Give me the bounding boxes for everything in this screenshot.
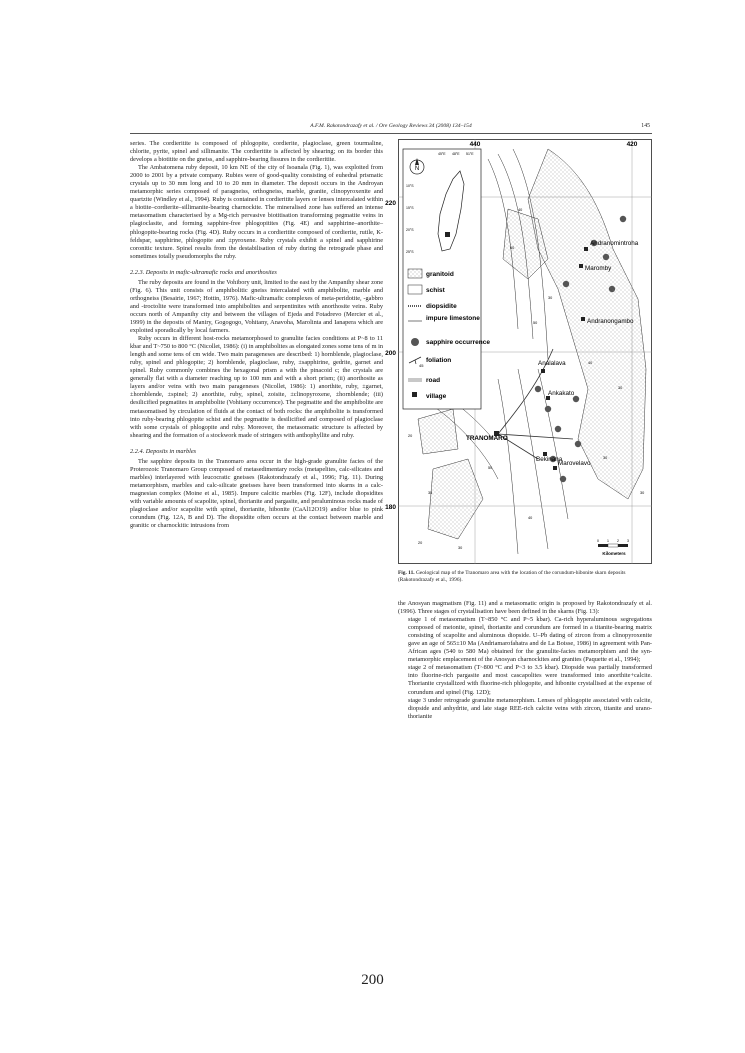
study-area-marker bbox=[445, 232, 450, 237]
figure-caption bbox=[398, 570, 652, 583]
legend-box bbox=[403, 149, 481, 409]
place-label: Bekinana bbox=[536, 456, 563, 463]
header-page-number: 145 bbox=[641, 123, 650, 129]
legend-label: village bbox=[426, 393, 447, 400]
lon-label: 48°E bbox=[452, 152, 460, 156]
place-label: Andranomintroha bbox=[590, 240, 639, 247]
coord-label: 440 bbox=[469, 141, 481, 148]
svg-text:30: 30 bbox=[458, 546, 463, 550]
geological-map bbox=[385, 139, 652, 564]
svg-text:50: 50 bbox=[533, 321, 538, 325]
paragraph: The sapphire deposits in the Tranomaro area occur in the high-grade granulite facies of the Proterozoic Tranomaro Group composed of metasedimentary rocks (metapelites, calc-silicates and marbles) interlayered with leucocratic gneisses (Rakotondrazafy et al., 1996; Fig. 11). During metamorphism, marbles and calc-silicate gneisses have been transformed into skarns in a calc-magnesian complex (Moine et al., 1985). Impure calcitic marbles (Fig. 12F), include diopsidites with variable amounts of scapolite, spinel, thorianite and pargasite, and peraluminous rocks made of plagioclase and/or scapolite with spinel, thorianite, hibonite (CaAl12O19) and/or blue to pink corundum (Fig. 12A, B and D). The diopsidite often occurs at the contact between marble and granitic or charnockitic intrusions from bbox=[130, 457, 383, 530]
place-label: TRANOMARO bbox=[466, 435, 508, 442]
granitoid-swatch bbox=[408, 269, 422, 278]
svg-text:30: 30 bbox=[603, 456, 608, 460]
paragraph: stage 1 of metasomatism (T~850 °C and P~5 kbar). Ca-rich hyperaluminous segregations composed of meionite, spinel, thorianite and corundum are formed in a titanite-bearing matrix consisting of scapolite and aluminous diopside. U–Pb dating of zircon from a clinopyroxenite gave an age of 565±10 Ma (Andriamarofahatra and de La Boisse, 1986) in agreement with Pan-African ages (540 to 580 Ma) obtained for the granulite-facies metamorphism and the syn-metamorphic emplacement of the Anosyan charnockites and granites (Paquette et al., 1994); bbox=[408, 616, 652, 664]
legend-label: schist bbox=[426, 287, 445, 294]
svg-text:40: 40 bbox=[528, 516, 533, 520]
legend-label: impure limestone bbox=[426, 315, 480, 322]
paragraph: series. The cordieritite is composed of phlogopite, cordierite, plagioclase, green tourmaline, chlorite, pyrite, spinel and sillimanite. The cordieritite is affected by shearing; on its border this develops a biotitite on the gneiss, and sapphire-bearing fissures in the cordieritite. bbox=[130, 140, 383, 164]
svg-text:30: 30 bbox=[618, 386, 623, 390]
svg-text:60: 60 bbox=[510, 246, 515, 250]
header-rule bbox=[130, 133, 652, 134]
svg-text:0: 0 bbox=[597, 539, 599, 543]
place-label: Maromby bbox=[585, 265, 612, 272]
lat-label: 10°S bbox=[406, 184, 414, 188]
coord-label: 220 bbox=[385, 200, 396, 207]
coord-label: 420 bbox=[626, 141, 638, 148]
paragraph: Ruby occurs in different host-rocks metamorphosed to granulite facies conditions at P~8 to 11 kbar and T~750 to 800 °C (Nicollet, 1986): (i) in amphibolites as elongated zones some tens of m in length and some tens of cm wide. Two main parageneses are described: 1) hornblende, plagioclase, ruby, spinel and phlogopite; 2) hornblende, plagioclase, ruby, ±sapphirine, gedrite, garnet and spinel. Ruby commonly combines the hexagonal prism a with the pinacoid c; the crystals are generally flat with a diameter reaching up to 100 mm and with a short prism; (ii) anorthosite as layers and/or veins with two main parageneses (Nicollet, 1986): 1) anorthite, ruby, ±garnet, ±hornblende, ±spinel; 2) anorthite, ruby, spinel, zoisite, ±clinopyroxene, ±hornblende; (iii) desilicified pegmatites in amphibolite (Vohitany occurrence). The pegmatite and the amphibolite are metasomatised by circulation of fluids at the contact of both rocks: the amphibolite is transformed into ruby-bearing phlogopite schist and the pegmatite is desilicified and composed of plagioclase with some crystals of phlogopite and ruby. Moreover, the metasomatic structure is affected by shearing and the formation of a stockwork made of stringers with anthophyllite and ruby. bbox=[130, 335, 383, 439]
scan-folio-number: 200 bbox=[361, 972, 384, 988]
paragraph: the Anosyan magmatism (Fig. 11) and a metasomatic origin is proposed by Rakotondrazafy et al. (1996). Three stages of crystallisation have been defined in the skarns (Fig. 13): bbox=[398, 600, 652, 616]
place-label: Analalava bbox=[538, 360, 566, 367]
left-column bbox=[130, 140, 383, 530]
section-heading: 2.2.3. Deposits in mafic-ultramafic rocks and anorthosites bbox=[130, 268, 277, 276]
caption-text: Geological map of the Tranomaro area with the location of the corundum-hibonite skarn deposits (Rakotondrazafy et al., 1996). bbox=[398, 570, 626, 583]
running-header bbox=[130, 123, 652, 129]
legend-label: sapphire occurrence bbox=[426, 339, 490, 346]
sapphire-symbol bbox=[411, 338, 419, 346]
coord-label: 180 bbox=[385, 504, 396, 511]
svg-text:40: 40 bbox=[518, 208, 523, 212]
svg-text:3: 3 bbox=[627, 539, 629, 543]
legend-label: granitoid bbox=[426, 271, 454, 278]
geological-map-figure bbox=[385, 139, 652, 564]
lon-label: 51°E bbox=[466, 152, 474, 156]
svg-text:30: 30 bbox=[640, 491, 645, 495]
running-title: A.F.M. Rakotondrazafy et al. / Ore Geology Reviews 34 (2008) 134–154 bbox=[310, 123, 472, 129]
foliation-dip: 45 bbox=[419, 363, 424, 368]
paragraph: stage 3 under retrograde granulite metamorphism. Lenses of phlogopite associated with calcite, diopside and anhydrite, and late stage REE-rich calcite veins with zircon, titanite and urano-thorianite bbox=[408, 696, 652, 720]
paragraph: The ruby deposits are found in the Vohibory unit, limited to the east by the Ampanihy shear zone (Fig. 6). This unit consists of amphibolitic gneiss intercalated with amphibolite, marble and orthogneiss (Besairie, 1967; Hottin, 1976). Mafic-ultramafic complexes of meta-peridotite, -gabbro and -troctolite were transformed into amphibolites and serpentinites with anorthosite veins. Ruby occurs north of Ampanihy city and between the villages of Ejeda and Fotadrevo (Mercier et al., 1999) in the deposits of Maniry, Gogogogo, Vohitany, Anavoha, Marolinta and Ianapera which are exploited sporadically by local farmers. bbox=[130, 278, 383, 335]
svg-text:35: 35 bbox=[428, 491, 433, 495]
place-label: Andranongambo bbox=[587, 318, 634, 325]
schist-swatch bbox=[408, 285, 422, 294]
section-heading: 2.2.4. Deposits in marbles bbox=[130, 447, 197, 455]
lat-label: 25°S bbox=[406, 250, 414, 254]
svg-text:2: 2 bbox=[617, 539, 619, 543]
svg-text:50: 50 bbox=[488, 466, 493, 470]
legend-label: road bbox=[426, 377, 441, 384]
north-label: N bbox=[414, 166, 420, 172]
paragraph: stage 2 of metasomatism (T~800 °C and P~3 to 3.5 kbar). Diopside was partially transformed into fluorine-rich pargasite and most cascapolites were transformed into anorthite+calcite. Thorianite crystallized with fluorine-rich phlogopite, and hibonite crystallised at the expense of corundum and spinel (Fig. 12D); bbox=[408, 664, 652, 696]
scale-unit: Kilometers bbox=[602, 551, 626, 556]
svg-text:1: 1 bbox=[607, 539, 609, 543]
legend-label: diopsidite bbox=[426, 303, 457, 310]
coord-label: 200 bbox=[385, 350, 396, 357]
place-label: Marovelavo bbox=[558, 460, 591, 467]
lat-label: 20°S bbox=[406, 228, 414, 232]
lat-label: 15°S bbox=[406, 206, 414, 210]
village-symbol bbox=[412, 392, 417, 397]
place-label: Ankakato bbox=[548, 390, 575, 397]
legend-label: foliation bbox=[426, 357, 452, 364]
right-column bbox=[398, 600, 652, 721]
svg-text:20: 20 bbox=[418, 541, 423, 545]
svg-text:40: 40 bbox=[588, 361, 593, 365]
paragraph: The Ambatomena ruby deposit, 10 km NE of the city of Isoanala (Fig. 1), was exploited from 2000 to 2001 by a private company. Rubies were of good-quality consisting of euhedral prismatic crystals up to 30 mm long and 10 to 20 mm in diameter. The deposit occurs in the Androyan metamorphic series composed of paragneiss, orthogneiss, marble, granite, clinopyroxenite and quartzite (Windley et al., 1994). Ruby is contained in cordieritite layers or lenses intercalated within a biotite–cordierite–sillimanite-bearing charnockite. The mineralised zone has suffered an intense metasomatism characterised by a Mg-rich pervasive biotitisation transforming pegmatite veins in plagioclasite, and forming sapphire-free phlogopitites (Fig. 4E) and sapphirine–anorthite–phlogopite-bearing rocks (Fig. 4D). Ruby occurs in a cordieritite composed of cordierite, rutile, K-feldspar, sapphirine, phlogopite and ±pyroxene. Ruby crystals exhibit a spinel and sapphirine coronitic texture. Spinel results from the destabilisation of ruby during the retrograde phase and sometimes totally pseudomorphs the ruby. bbox=[130, 164, 383, 260]
svg-text:30: 30 bbox=[548, 296, 553, 300]
caption-label: Fig. 11. bbox=[398, 570, 415, 576]
svg-text:20: 20 bbox=[408, 434, 413, 438]
lon-label: 45°E bbox=[438, 152, 446, 156]
